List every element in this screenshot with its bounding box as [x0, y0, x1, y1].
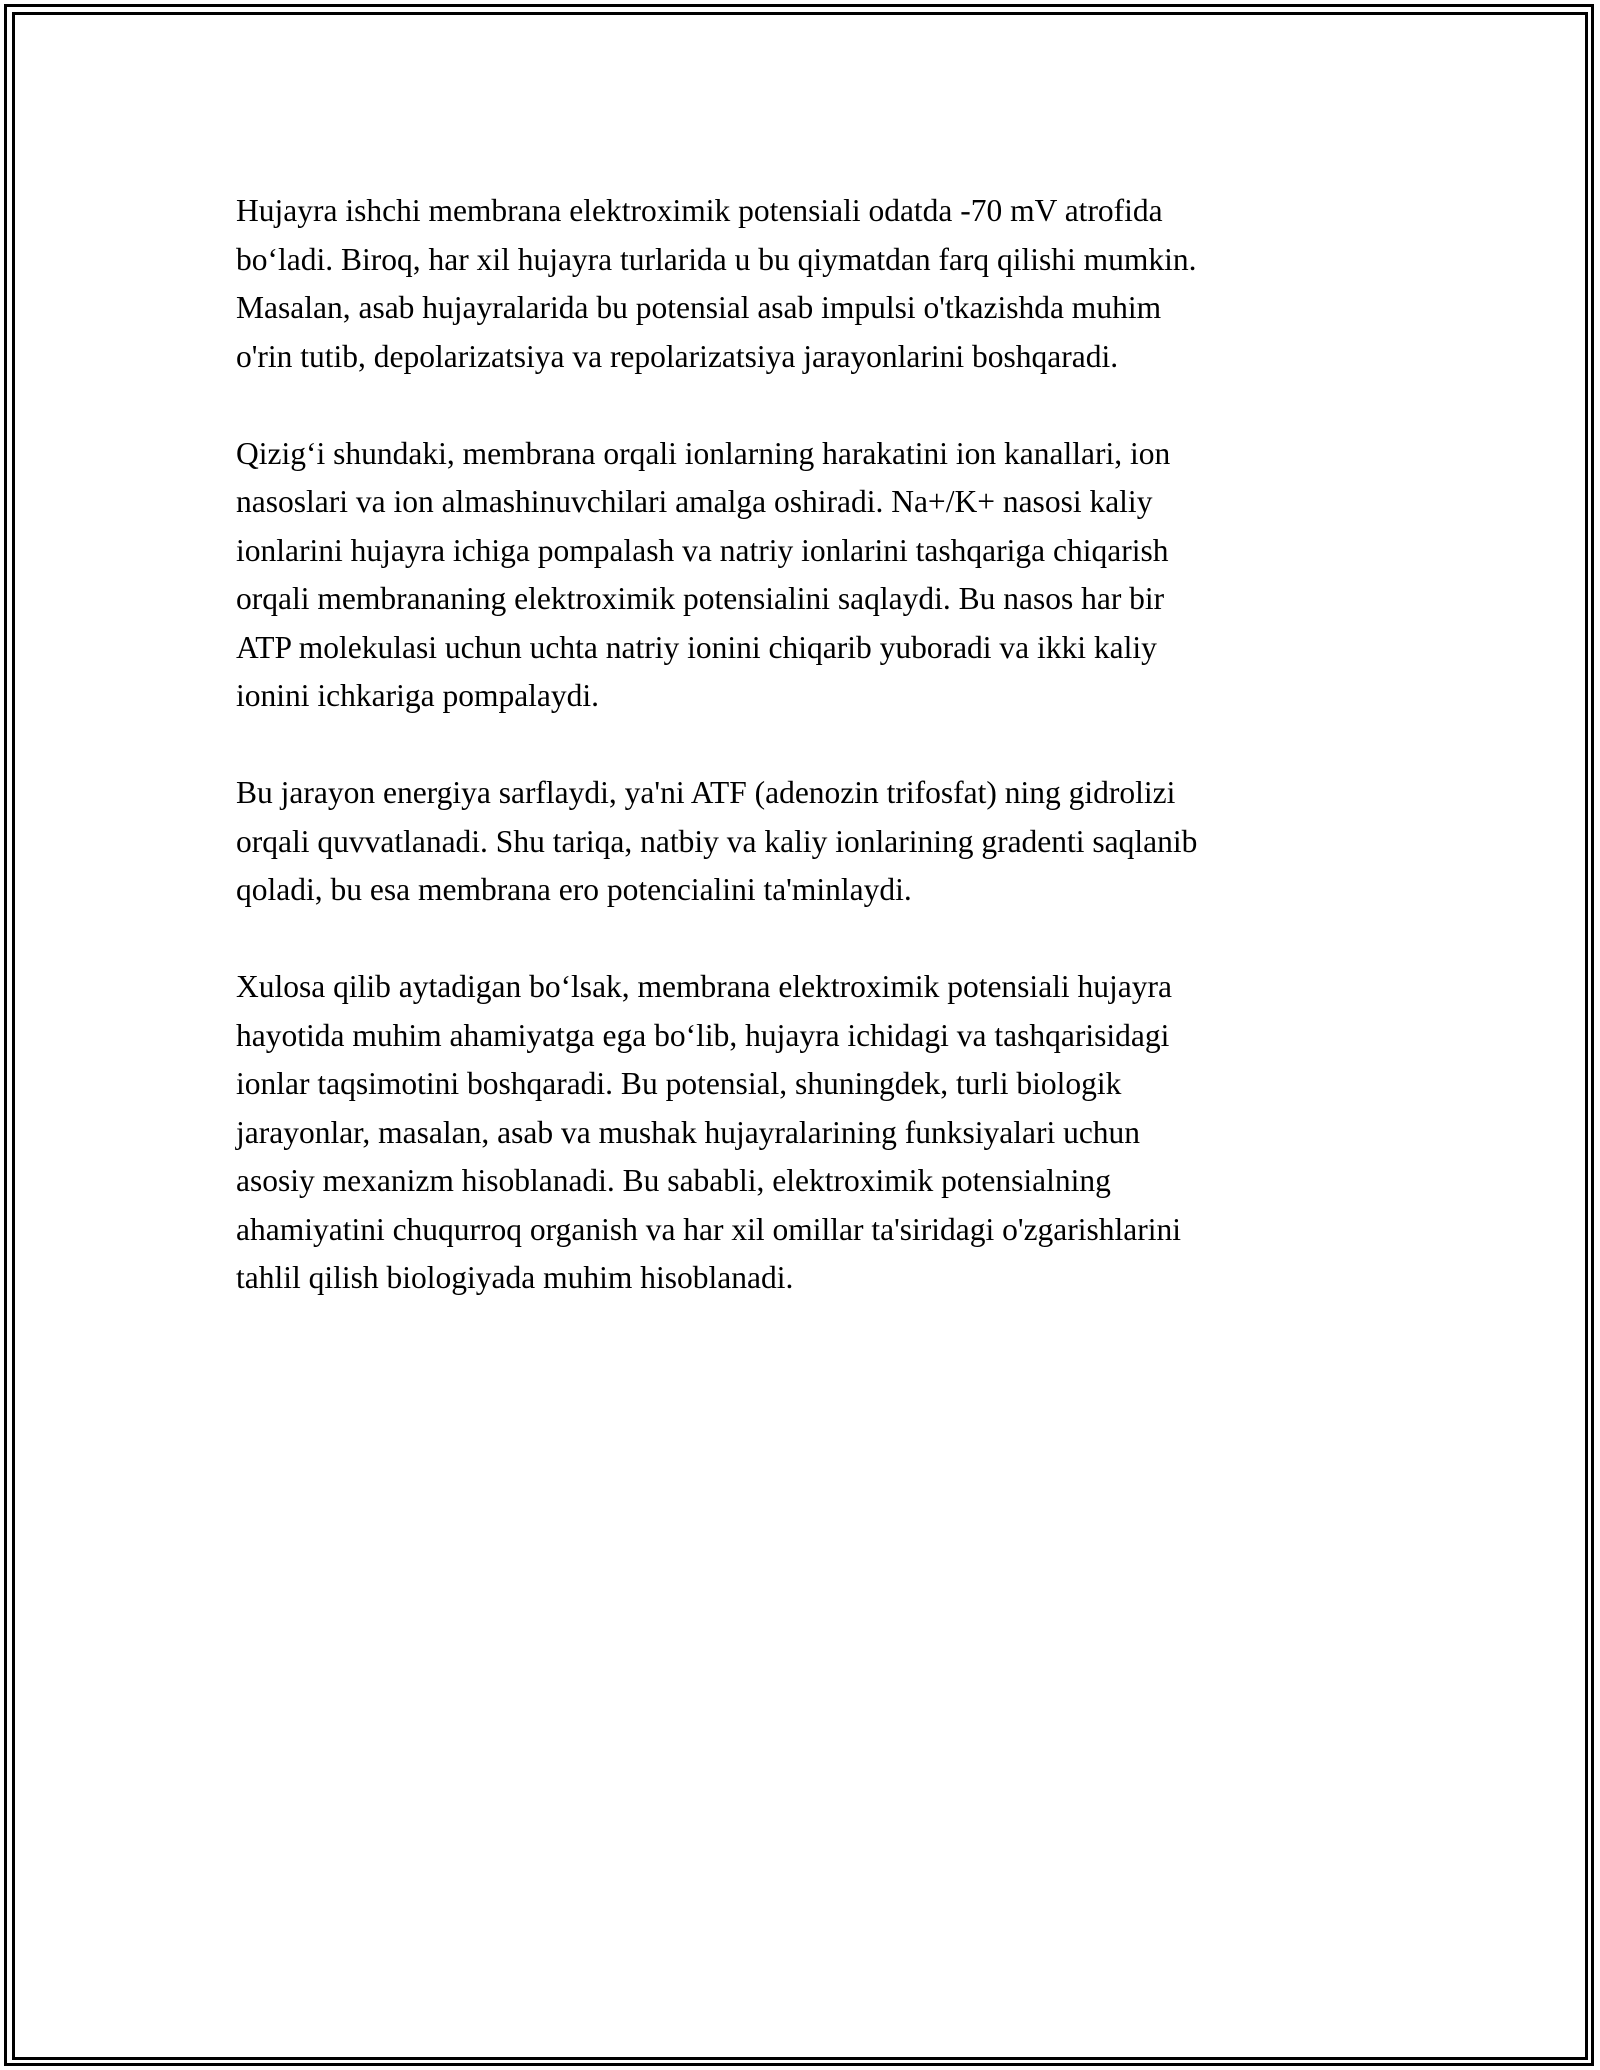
document-body: [236, 187, 1376, 1351]
paragraph-3: Bu jarayon energiya sarflaydi, ya'ni ATF (adenozin trifosfat) ning gidrolizi orqali quvvatlanadi. Shu tariqa, natbiy va kaliy ionlarining gradenti saqlanib qoladi, bu esa membrana ero potencialini ta'minlaydi.: [236, 775, 1198, 907]
paragraph-4: Xulosa qilib aytadigan bo‘lsak, membrana elektroximik potensiali hujayra hayotida muhim ahamiyatga ega bo‘lib, hujayra ichidagi va tashqarisidagi ionlar taqsimotini boshqaradi. Bu potensial, shuningdek, turli biologik jarayonlar, masalan, asab va mushak hujayralarining funksiyalari uchun asosiy mexanizm hisoblanadi. Bu sababli, elektroximik potensialning ahamiyatini chuqurroq organish va har xil omillar ta'siridagi o'zgarishlarini tahlil qilish biologiyada muhim hisoblanadi.: [236, 969, 1182, 1295]
paragraph-2: Qizig‘i shundaki, membrana orqali ionlarning harakatini ion kanallari, ion nasoslari va ion almashinuvchilari amalga oshiradi. Na+/K+ nasosi kaliy ionlarini hujayra ichiga pompalash va natriy ionlarini tashqariga chiqarish orqali membrananing elektroximik potensialini saqlaydi. Bu nasos har bir ATP molekulasi uchun uchta natriy ionini chiqarib yuboradi va ikki kaliy ionini ichkariga pompalaydi.: [236, 435, 1171, 713]
paragraph-1: Hujayra ishchi membrana elektroximik potensiali odatda -70 mV atrofida bo‘ladi. Biroq, har xil hujayra turlarida u bu qiymatdan farq qilishi mumkin. Masalan, asab hujayralarida bu potensial asab impulsi o'tkazishda muhim o'rin tutib, depolarizatsiya va repolarizatsiya jarayonlarini boshqaradi.: [236, 193, 1197, 374]
